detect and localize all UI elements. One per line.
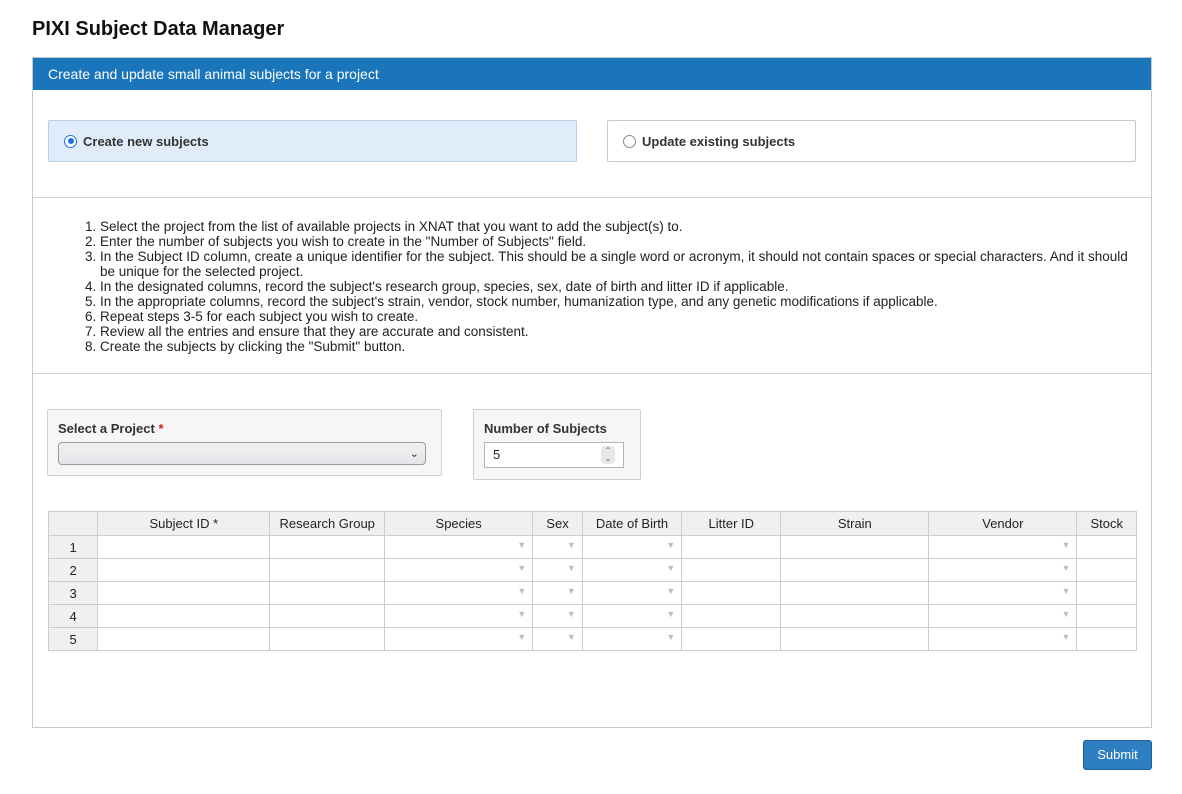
table-row: [49, 582, 1137, 605]
grid-cell[interactable]: [385, 582, 533, 605]
grid-cell[interactable]: [929, 628, 1077, 651]
instruction-item: 5. In the appropriate columns, record the subject's strain, vendor, stock number, humanization type, and any genetic modifications if applicable.: [100, 294, 1130, 309]
grid-cell[interactable]: [1077, 559, 1137, 582]
column-header[interactable]: Species: [385, 512, 533, 536]
grid-cell[interactable]: [270, 559, 385, 582]
grid-cell[interactable]: [98, 628, 270, 651]
grid-cell[interactable]: [781, 605, 929, 628]
grid-cell[interactable]: [781, 559, 929, 582]
grid-cell[interactable]: [98, 536, 270, 559]
chevron-down-icon: ⌄: [409, 448, 419, 460]
dropdown-triangle-icon[interactable]: ▼: [566, 586, 576, 596]
subjects-grid: [48, 511, 1137, 653]
grid-cell[interactable]: [582, 605, 682, 628]
required-star: *: [158, 421, 164, 436]
grid-cell[interactable]: [270, 582, 385, 605]
dropdown-triangle-icon[interactable]: ▼: [666, 609, 676, 619]
grid-cell[interactable]: [533, 605, 583, 628]
page-title: PIXI Subject Data Manager: [32, 18, 285, 40]
table-row: [49, 628, 1137, 651]
instructions-list: [100, 219, 1130, 354]
grid-cell[interactable]: [1077, 628, 1137, 651]
row-number: 2: [49, 559, 98, 582]
project-select-box: [47, 409, 442, 476]
grid-cell[interactable]: [682, 628, 781, 651]
grid-cell[interactable]: [385, 628, 533, 651]
instruction-item: 6. Repeat steps 3-5 for each subject you wish to create.: [100, 309, 1130, 324]
row-number: 5: [49, 628, 98, 651]
radio-selected-icon[interactable]: [64, 135, 77, 148]
dropdown-triangle-icon[interactable]: ▼: [666, 563, 676, 573]
dropdown-triangle-icon[interactable]: ▼: [1061, 586, 1071, 596]
column-header[interactable]: Litter ID: [682, 512, 781, 536]
dropdown-triangle-icon[interactable]: ▼: [517, 540, 527, 550]
dropdown-triangle-icon[interactable]: ▼: [517, 632, 527, 642]
grid-cell[interactable]: [582, 582, 682, 605]
dropdown-triangle-icon[interactable]: ▼: [666, 632, 676, 642]
column-header[interactable]: Subject ID *: [98, 512, 270, 536]
column-header[interactable]: Sex: [533, 512, 583, 536]
grid-cell[interactable]: [533, 559, 583, 582]
row-number: 1: [49, 536, 98, 559]
create-new-subjects-label: Create new subjects: [83, 133, 209, 149]
instructions-section: [33, 199, 1151, 374]
grid-cell[interactable]: [929, 536, 1077, 559]
dropdown-triangle-icon[interactable]: ▼: [666, 540, 676, 550]
grid-cell[interactable]: [533, 536, 583, 559]
grid-cell[interactable]: [682, 559, 781, 582]
instruction-item: 1. Select the project from the list of available projects in XNAT that you want to add the subject(s) to.: [100, 219, 1130, 234]
panel-header: Create and update small animal subjects for a project: [33, 58, 1151, 90]
grid-cell[interactable]: [781, 582, 929, 605]
grid-cell[interactable]: [682, 605, 781, 628]
grid-cell[interactable]: [270, 536, 385, 559]
number-of-subjects-value: 5: [493, 447, 501, 462]
grid-cell[interactable]: [781, 536, 929, 559]
grid-cell[interactable]: [533, 628, 583, 651]
grid-cell[interactable]: [385, 559, 533, 582]
dropdown-triangle-icon[interactable]: ▼: [1061, 540, 1071, 550]
radio-unselected-icon[interactable]: [623, 135, 636, 148]
grid-corner-cell: [49, 512, 98, 536]
grid-cell[interactable]: [270, 605, 385, 628]
row-number: 4: [49, 605, 98, 628]
grid-cell[interactable]: [781, 628, 929, 651]
instruction-item: 2. Enter the number of subjects you wish to create in the "Number of Subjects" field.: [100, 234, 1130, 249]
create-new-subjects-option[interactable]: [48, 120, 577, 162]
number-of-subjects-input[interactable]: [484, 442, 624, 468]
dropdown-triangle-icon[interactable]: ▼: [517, 563, 527, 573]
table-row: [49, 536, 1137, 559]
table-row: [49, 605, 1137, 628]
grid-cell[interactable]: [98, 559, 270, 582]
dropdown-triangle-icon[interactable]: ▼: [1061, 563, 1071, 573]
spinner-arrows-icon[interactable]: ⌃ ⌄: [601, 446, 615, 464]
grid-cell[interactable]: [582, 536, 682, 559]
grid-cell[interactable]: [533, 582, 583, 605]
project-select[interactable]: [58, 442, 426, 465]
submit-button[interactable]: Submit: [1083, 740, 1152, 770]
dropdown-triangle-icon[interactable]: ▼: [517, 609, 527, 619]
mode-selector: [33, 90, 1151, 198]
column-header[interactable]: Research Group: [270, 512, 385, 536]
column-header[interactable]: Date of Birth: [582, 512, 682, 536]
grid-cell[interactable]: [98, 605, 270, 628]
grid-cell[interactable]: [682, 536, 781, 559]
number-of-subjects-box: [473, 409, 641, 480]
grid-cell[interactable]: [1077, 605, 1137, 628]
dropdown-triangle-icon[interactable]: ▼: [566, 609, 576, 619]
grid-cell[interactable]: [682, 582, 781, 605]
number-of-subjects-label: Number of Subjects: [484, 421, 607, 436]
grid-cell[interactable]: [270, 628, 385, 651]
grid-cell[interactable]: [385, 605, 533, 628]
update-existing-subjects-label: Update existing subjects: [642, 133, 796, 149]
dropdown-triangle-icon[interactable]: ▼: [1061, 632, 1071, 642]
grid-cell[interactable]: [1077, 536, 1137, 559]
dropdown-triangle-icon[interactable]: ▼: [566, 632, 576, 642]
grid-cell[interactable]: [1077, 582, 1137, 605]
grid-cell[interactable]: [582, 559, 682, 582]
instruction-item: 8. Create the subjects by clicking the "Submit" button.: [100, 339, 1130, 354]
column-header[interactable]: Strain: [781, 512, 929, 536]
grid-cell[interactable]: [929, 582, 1077, 605]
dropdown-triangle-icon[interactable]: ▼: [566, 540, 576, 550]
dropdown-triangle-icon[interactable]: ▼: [1061, 609, 1071, 619]
table-row: [49, 559, 1137, 582]
instruction-item: 4. In the designated columns, record the subject's research group, species, sex, date of birth and litter ID if applicable.: [100, 279, 1130, 294]
grid-cell[interactable]: [929, 559, 1077, 582]
row-number: 3: [49, 582, 98, 605]
grid-cell[interactable]: [582, 628, 682, 651]
dropdown-triangle-icon[interactable]: ▼: [517, 586, 527, 596]
dropdown-triangle-icon[interactable]: ▼: [666, 586, 676, 596]
column-header[interactable]: Stock: [1077, 512, 1137, 536]
column-header[interactable]: Vendor: [929, 512, 1077, 536]
project-select-label: Select a Project *: [58, 421, 164, 436]
instruction-item: 3. In the Subject ID column, create a unique identifier for the subject. This should be a single word or acronym, it should not contain spaces or special characters. And it should be unique for the selected project.: [100, 249, 1130, 279]
instruction-item: 7. Review all the entries and ensure that they are accurate and consistent.: [100, 324, 1130, 339]
grid-cell[interactable]: [929, 605, 1077, 628]
grid-cell[interactable]: [385, 536, 533, 559]
update-existing-subjects-option[interactable]: [607, 120, 1136, 162]
dropdown-triangle-icon[interactable]: ▼: [566, 563, 576, 573]
subjects-table: [48, 511, 1137, 651]
grid-cell[interactable]: [98, 582, 270, 605]
